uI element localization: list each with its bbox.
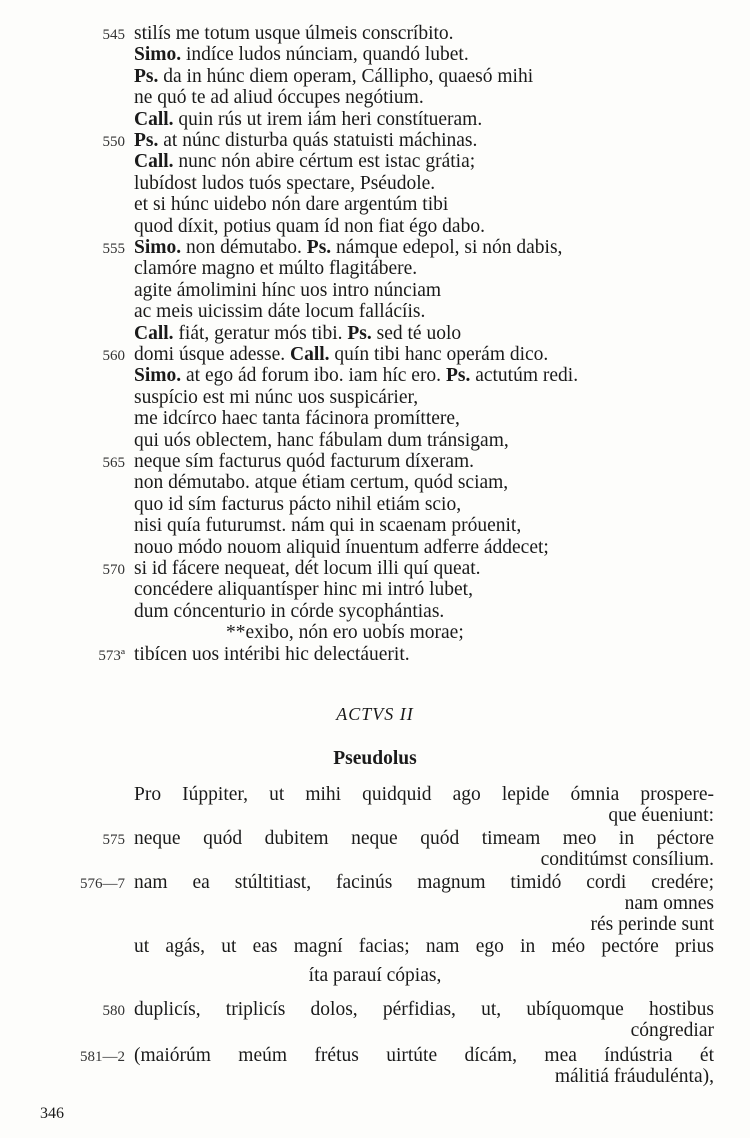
verse-text [134, 343, 548, 366]
verse-line [0, 129, 750, 152]
line-number: 565 [102, 455, 125, 471]
line-number: 575 [102, 832, 125, 848]
verse-text [134, 65, 533, 88]
page-number: 346 [40, 1105, 64, 1122]
verse-text [134, 600, 444, 623]
verse-segment: et si húnc uidebo nón dare argentúm tibi [134, 194, 449, 216]
verse-text [134, 471, 508, 494]
verse-text [134, 643, 410, 666]
line-number: 573ª [98, 647, 125, 664]
verse-segment: quín tibi hanc operám dico. [329, 344, 549, 365]
verse-line [0, 600, 750, 623]
verse-segment: nisi quía futurumst. nám qui in scaenam próuenit, [134, 515, 522, 537]
verse-text: duplicís, triplicís dolos, pérfidias, ut, ubíquomque hostibus [134, 999, 714, 1020]
act-heading [0, 703, 750, 726]
verse-text [134, 322, 461, 345]
verse-segment: nunc nón abire cértum est istac grátia; [173, 151, 476, 173]
verse-line [0, 643, 750, 666]
verse-line [0, 871, 750, 894]
verse-text [134, 578, 473, 601]
verse-text: Pro Iúppiter, ut mihi quidquid ago lepide ómnia prospere- [134, 784, 714, 805]
speaker-name: Ps. [347, 322, 372, 344]
verse-line [0, 913, 750, 936]
verse-line [0, 22, 750, 45]
verse-text [134, 257, 417, 280]
verse-segment: fiát, geratur mós tibi. [173, 322, 348, 344]
verse-line [0, 193, 750, 216]
verse-line [0, 429, 750, 452]
verse-segment: agite ámolimini hínc uos intro núnciam [134, 279, 442, 301]
verse-line [0, 964, 750, 987]
verse-line [0, 386, 750, 409]
verse-segment: ne quó te ad aliud óccupes negótium. [134, 87, 424, 109]
verse-text: ut agás, ut eas magní facias; nam ego in méo pectóre prius [134, 936, 714, 957]
verse-text [226, 621, 464, 644]
verse-text [134, 193, 448, 216]
verse-segment: quo id sím facturus pácto nihil etiám scio, [134, 493, 462, 515]
line-number: 550 [102, 134, 125, 150]
verse-line [0, 108, 750, 131]
verse-segment: ac meis uicissim dáte locum fallácíis. [134, 301, 426, 323]
verse-line [0, 257, 750, 280]
verse-text: cóngrediar [630, 1020, 714, 1041]
verse-line [0, 557, 750, 580]
verse-segment: da in húnc diem operam, Cállipho, quaesó mihi [158, 65, 534, 87]
verse-line [0, 1019, 750, 1042]
verse-text [134, 536, 549, 559]
verse-segment: me idcírco haec tanta fácinora promíttere, [134, 408, 460, 430]
verse-text: que éueniunt: [608, 805, 714, 826]
line-number: 580 [102, 1003, 125, 1019]
verse-segment: domi úsque adesse. [134, 344, 290, 365]
verse-text [134, 450, 474, 473]
verse-line [0, 65, 750, 88]
verse-text: málitiá fráudulénta), [554, 1066, 714, 1087]
verse-line [0, 804, 750, 827]
speaker-name: Simo. [134, 237, 182, 258]
verse-text [134, 150, 475, 173]
verse-segment: suspício est mi núnc uos suspicárier, [134, 386, 419, 408]
verse-text [134, 429, 509, 452]
verse-line [0, 621, 750, 644]
verse-line [0, 578, 750, 601]
verse-text [134, 236, 562, 259]
verse-line [0, 1044, 750, 1067]
verse-line [0, 1065, 750, 1088]
verse-segment: si id fácere nequeat, dét locum illi quí queat. [134, 558, 481, 579]
line-number: 545 [102, 27, 125, 43]
verse-line [0, 827, 750, 850]
verse-text [134, 386, 418, 409]
line-number: 560 [102, 348, 125, 364]
verse-text [134, 215, 485, 238]
verse-segment: quin rús ut irem iám heri constítueram. [173, 108, 483, 130]
verse-text [134, 172, 435, 195]
verse-line [0, 514, 750, 537]
verse-line [0, 236, 750, 259]
verse-segment: indíce ludos núnciam, quandó lubet. [181, 44, 469, 66]
verse-text: rés perinde sunt [590, 914, 714, 935]
verse-segment: at núnc disturba quás statuisti máchinas. [158, 130, 478, 151]
verse-line [0, 322, 750, 345]
verse-segment: nouo módo nouom aliquid ínuentum adferre áddecet; [134, 536, 549, 558]
verse-text: (maiórúm meúm frétus uirtúte dícám, mea índústria ét [134, 1045, 714, 1066]
verse-text [134, 279, 441, 302]
verse-text [134, 300, 425, 323]
verse-segment: **exibo, nón ero uobís morae; [226, 622, 464, 644]
verse-segment: neque sím facturus quód facturum díxeram. [134, 451, 475, 472]
speaker-name: Ps. [306, 237, 332, 258]
verse-line [0, 150, 750, 173]
verse-line [0, 86, 750, 109]
speaker-name: Call. [134, 322, 174, 344]
verse-segment: stilís me totum usque úlmeis conscríbito. [134, 23, 454, 44]
verse-segment: námque edepol, si nón dabis, [331, 237, 563, 258]
verse-line [0, 279, 750, 302]
verse-text: íta parauí cópias, [308, 965, 442, 986]
speaker-name: Simo. [134, 365, 182, 387]
verse-line [0, 892, 750, 915]
verse-segment: non démutabo. [181, 237, 307, 258]
verse-text [134, 493, 461, 516]
verse-text: conditúmst consílium. [540, 849, 714, 870]
verse-segment: clamóre magno et múlto flagitábere. [134, 258, 418, 280]
verse-segment: sed té uolo [371, 322, 462, 344]
verse-text [134, 86, 424, 109]
verse-segment: quod díxit, potius quam íd non fiat égo dabo. [134, 215, 485, 237]
speaker-name: Simo. [134, 44, 182, 66]
verse-text: neque quód dubitem neque quód timeam meo in péctore [134, 828, 714, 849]
verse-line [0, 536, 750, 559]
speaker-name: Ps. [134, 130, 159, 151]
verse-line [0, 300, 750, 323]
verse-segment: concédere aliquantísper hinc mi intró lubet, [134, 579, 473, 601]
verse-line [0, 783, 750, 806]
verse-text: nam ea stúltitiast, facinús magnum timidó cordi credére; [134, 872, 714, 893]
verse-line [0, 998, 750, 1021]
speaker-name: Call. [134, 108, 174, 130]
verse-line [0, 172, 750, 195]
speaker-name: Call. [134, 151, 174, 173]
verse-line [0, 215, 750, 238]
verse-text [134, 557, 481, 580]
act-heading-text: ACTVS II [336, 704, 414, 724]
speaker-name: Ps. [445, 365, 471, 387]
verse-segment: actutúm redi. [470, 365, 579, 387]
line-number: 581—2 [80, 1049, 125, 1065]
verse-line [0, 935, 750, 958]
verse-text [134, 22, 454, 45]
scene-heading-text: Pseudolus [333, 748, 417, 769]
verse-segment: qui uós oblectem, hanc fábulam dum tránsigam, [134, 429, 509, 451]
verse-text [134, 108, 482, 131]
verse-line [0, 407, 750, 430]
verse-segment: non démutabo. atque étiam certum, quód sciam, [134, 472, 509, 494]
verse-line [0, 848, 750, 871]
verse-line [0, 493, 750, 516]
verse-text [134, 43, 469, 66]
verse-segment: tibícen uos intéribi hic delectáuerit. [134, 643, 410, 665]
verse-line [0, 450, 750, 473]
speaker-name: Ps. [134, 65, 159, 87]
verse-text [134, 407, 460, 430]
verse-segment: dum cóncenturio in córde sycophántias. [134, 600, 445, 622]
verse-segment: at ego ád forum ibo. iam híc ero. [181, 365, 446, 387]
verse-segment: lubídost ludos tuós spectare, Pséudole. [134, 172, 436, 194]
verse-text [134, 129, 477, 152]
scene-heading [0, 747, 750, 770]
verse-text [134, 364, 578, 387]
verse-line [0, 43, 750, 66]
line-number: 576—7 [80, 876, 125, 892]
speaker-name: Call. [289, 344, 330, 365]
verse-line [0, 364, 750, 387]
verse-text: nam omnes [624, 893, 714, 914]
line-number: 555 [102, 241, 125, 257]
line-number: 570 [102, 562, 125, 578]
verse-line [0, 471, 750, 494]
verse-text [134, 514, 521, 537]
verse-line [0, 343, 750, 366]
